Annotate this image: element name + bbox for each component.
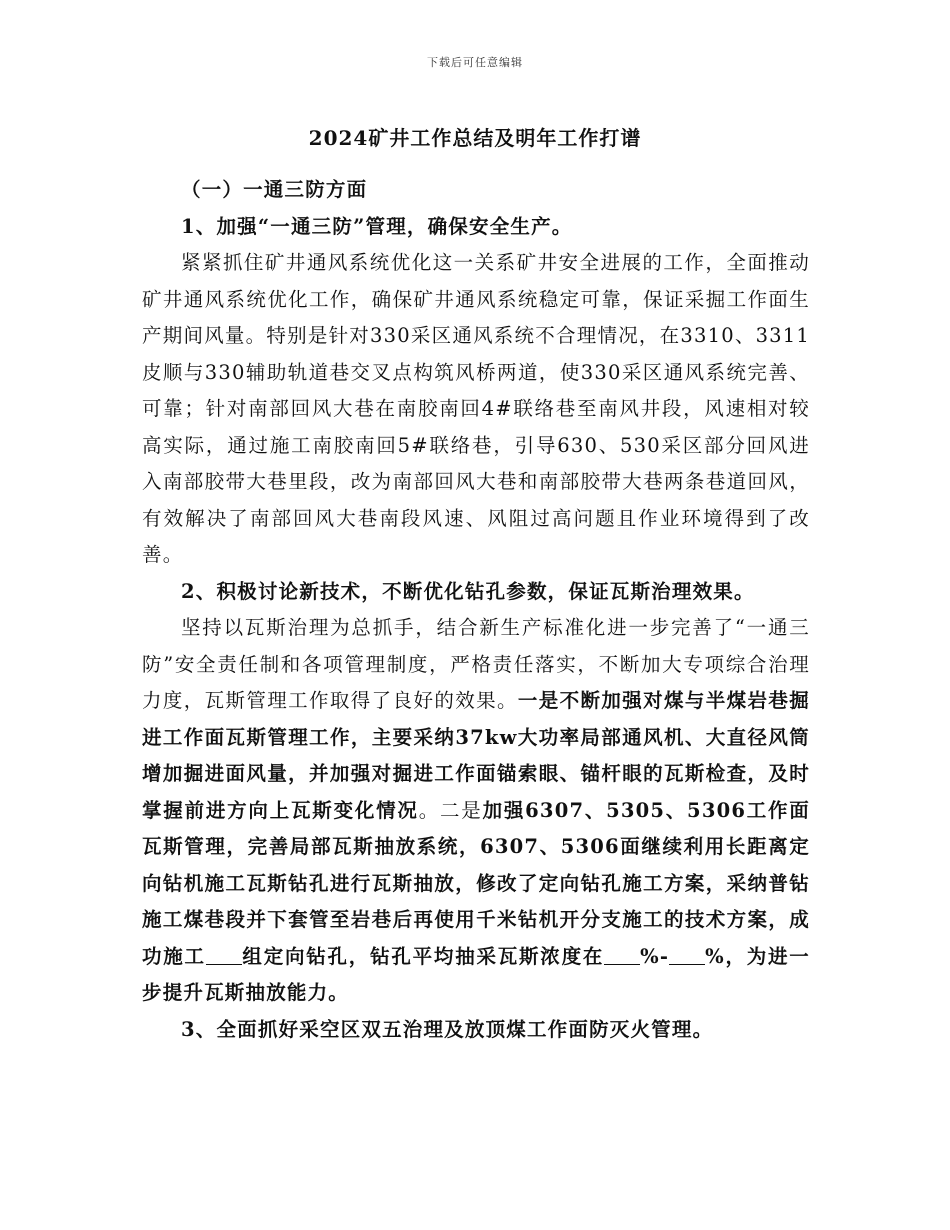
item-2-heading: 2、积极讨论新技术，不断优化钻孔参数，保证瓦斯治理效果。 (181, 579, 755, 603)
item-2-text-bold-2: 加强6307、5305、5306工作面瓦斯管理，完善局部瓦斯抽放系统，6307、5306面继续利用长距离定向钻机施工瓦斯钻孔进行瓦斯抽放，修改了定向钻孔施工方案，采纳普钻施工煤巷段并下套管至岩巷后再使用千米钻机开分支施工的技术方案，成功施工 (142, 798, 810, 968)
document-body (142, 172, 810, 1048)
section-heading: （一）一通三防方面 (181, 178, 368, 201)
item-2-text-bold-4: %- (640, 944, 670, 968)
item-2-paragraph (142, 610, 810, 1012)
item-2-text-bold-5: %，为进一步提升瓦斯抽放能力。 (142, 944, 811, 1004)
item-2-text-bold-1: 一是不断加强对煤与半煤岩巷掘进工作面瓦斯管理工作，主要采纳37kw大功率局部通风机、大直径风筒增加掘进面风量，并加强对掘进工作面锚索眼、锚杆眼的瓦斯检查，及时掌握前进方向上瓦斯变化情况 (142, 689, 810, 822)
fill-in-blank-min (604, 946, 640, 965)
header-note: 下载后可任意编辑 (427, 56, 523, 69)
item-1-paragraph: 紧紧抓住矿井通风系统优化这一关系矿井安全进展的工作，全面推动矿井通风系统优化工作，确保矿井通风系统稳定可靠，保证采掘工作面生产期间风量。特别是针对330采区通风系统不合理情况，在3310、3311皮顺与330辅助轨道巷交叉点构筑风桥两道，使330采区通风系统完善、可靠；针对南部回风大巷在南胶南回4#联络巷至南风井段，风速相对较高实际，通过施工南胶南回5#联络巷，引导630、530采区部分回风进入南部胶带大巷里段，改为南部回风大巷和南部胶带大巷两条巷道回风，有效解决了南部回风大巷南段风速、风阻过高问题且作业环境得到了改善。 (142, 251, 810, 566)
item-2-text-plain: 坚持以瓦斯治理为总抓手，结合新生产标准化进一步完善了“一通三防”安全责任制和各项管理制度，严格责任落实，不断加大专项综合治理力度，瓦斯管理工作取得了良好的效果。 (142, 616, 810, 712)
item-3-heading: 3、全面抓好采空区双五治理及放顶煤工作面防灭火管理。 (181, 1017, 714, 1041)
item-1-heading: 1、加强“一通三防”管理，确保安全生产。 (181, 214, 573, 238)
fill-in-blank-count (206, 946, 242, 965)
fill-in-blank-max (669, 946, 705, 965)
document-title: 2024矿井工作总结及明年工作打谱 (308, 126, 642, 150)
item-2-text-bold-3: 组定向钻孔，钻孔平均抽采瓦斯浓度在 (241, 944, 605, 968)
item-2-text-mid: 。二是 (418, 798, 483, 822)
